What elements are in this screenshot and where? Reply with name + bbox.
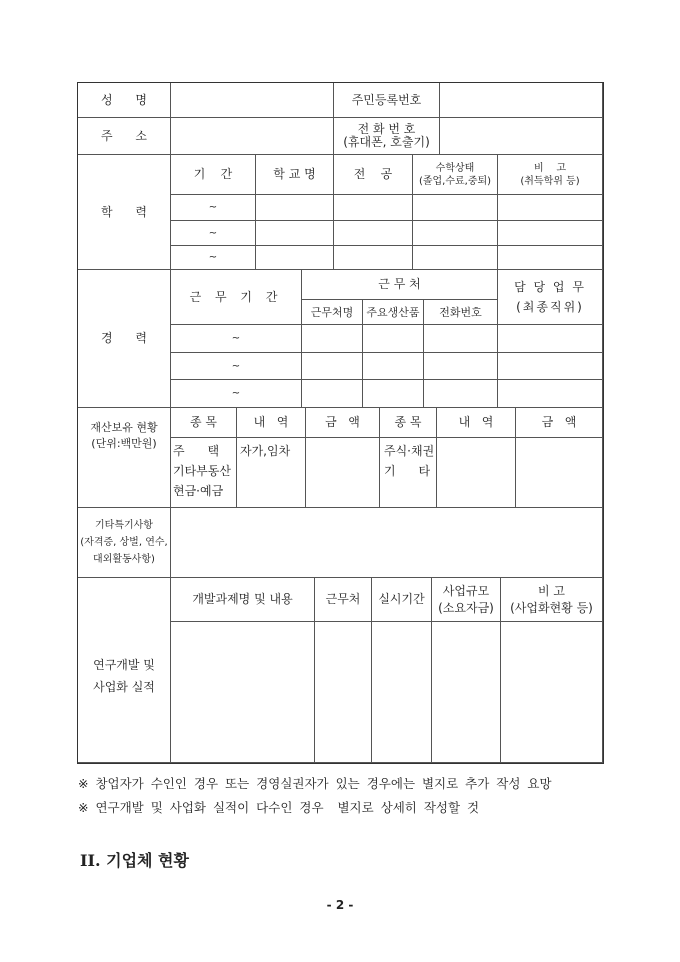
edu-header-school: 학 교 명 bbox=[255, 154, 334, 195]
assets-amount-right[interactable] bbox=[515, 437, 603, 508]
career-cell[interactable] bbox=[497, 379, 603, 408]
rnd-cell[interactable] bbox=[170, 621, 315, 763]
career-cell[interactable] bbox=[362, 352, 424, 380]
rnd-header-scale: 사업규모 (소요자금) bbox=[431, 577, 501, 622]
rrn-field[interactable] bbox=[439, 82, 603, 118]
career-header-duty: 담 당 업 무 (최종직위) bbox=[497, 269, 603, 325]
phone-label: 전 화 번 호 (휴대폰, 호출기) bbox=[333, 117, 440, 155]
edu-cell[interactable] bbox=[333, 220, 413, 246]
edu-cell[interactable] bbox=[333, 194, 413, 221]
career-header-workplace: 근 무 처 bbox=[301, 269, 498, 300]
assets-header-item-right: 종 목 bbox=[379, 407, 437, 438]
edu-header-status: 수학상태 (졸업,수료,중퇴) bbox=[412, 154, 498, 195]
edu-header-period: 기 간 bbox=[170, 154, 256, 195]
edu-cell[interactable] bbox=[255, 245, 334, 270]
assets-header-amount-left: 금 액 bbox=[305, 407, 380, 438]
career-cell[interactable] bbox=[423, 379, 498, 408]
career-cell[interactable] bbox=[301, 324, 363, 353]
rnd-header-remarks: 비 고 (사업화현황 등) bbox=[500, 577, 603, 622]
career-label: 경 력 bbox=[77, 269, 171, 408]
name-label: 성 명 bbox=[77, 82, 171, 118]
edu-cell[interactable] bbox=[255, 194, 334, 221]
section-heading: II. 기업체 현황 bbox=[80, 851, 189, 870]
assets-header-detail-left: 내 역 bbox=[236, 407, 306, 438]
career-cell[interactable] bbox=[362, 379, 424, 408]
edu-cell[interactable] bbox=[412, 220, 498, 246]
edu-header-remarks: 비 고 (취득학위 등) bbox=[497, 154, 603, 195]
career-cell[interactable] bbox=[423, 324, 498, 353]
assets-header-item-left: 종 목 bbox=[170, 407, 237, 438]
assets-items-left: 주 택 기타부동산 현금·예금 bbox=[170, 437, 237, 508]
edu-period-1[interactable]: ~ bbox=[170, 194, 256, 221]
rnd-cell[interactable] bbox=[371, 621, 432, 763]
career-cell[interactable] bbox=[301, 379, 363, 408]
assets-detail-right[interactable] bbox=[436, 437, 516, 508]
assets-detail-left: 자가,임차 bbox=[236, 437, 306, 508]
rnd-header-workplace: 근무처 bbox=[314, 577, 372, 622]
name-field[interactable] bbox=[170, 82, 334, 118]
career-cell[interactable] bbox=[423, 352, 498, 380]
address-field[interactable] bbox=[170, 117, 334, 155]
edu-period-2[interactable]: ~ bbox=[170, 220, 256, 246]
rnd-header-title: 개발과제명 및 내용 bbox=[170, 577, 315, 622]
other-field[interactable] bbox=[170, 507, 603, 578]
edu-cell[interactable] bbox=[333, 245, 413, 270]
edu-header-major: 전 공 bbox=[333, 154, 413, 195]
career-period-1[interactable]: ~ bbox=[170, 324, 302, 353]
rnd-cell[interactable] bbox=[431, 621, 501, 763]
career-header-period: 근 무 기 간 bbox=[170, 269, 302, 325]
rnd-label: 연구개발 및 사업화 실적 bbox=[77, 577, 171, 763]
assets-header-amount-right: 금 액 bbox=[515, 407, 603, 438]
other-label: 기타특기사항 (자격증, 상벌, 연수, 대외활동사항) bbox=[77, 507, 171, 578]
address-label: 주 소 bbox=[77, 117, 171, 155]
rnd-header-period: 실시기간 bbox=[371, 577, 432, 622]
edu-cell[interactable] bbox=[412, 245, 498, 270]
career-period-2[interactable]: ~ bbox=[170, 352, 302, 380]
assets-amount-left[interactable] bbox=[305, 437, 380, 508]
phone-field[interactable] bbox=[439, 117, 603, 155]
education-label: 학 력 bbox=[77, 154, 171, 270]
career-cell[interactable] bbox=[497, 324, 603, 353]
edu-cell[interactable] bbox=[497, 245, 603, 270]
career-period-3[interactable]: ~ bbox=[170, 379, 302, 408]
career-header-products: 주요생산품 bbox=[362, 299, 424, 325]
career-cell[interactable] bbox=[362, 324, 424, 353]
career-header-phone: 전화번호 bbox=[423, 299, 498, 325]
rnd-cell[interactable] bbox=[500, 621, 603, 763]
career-cell[interactable] bbox=[497, 352, 603, 380]
rnd-cell[interactable] bbox=[314, 621, 372, 763]
edu-cell[interactable] bbox=[412, 194, 498, 221]
rrn-label: 주민등록번호 bbox=[333, 82, 440, 118]
page-number: - 2 - bbox=[326, 898, 354, 912]
assets-header-detail-right: 내 역 bbox=[436, 407, 516, 438]
note-1: ※ 창업자가 수인인 경우 또는 경영실권자가 있는 경우에는 별지로 추가 작성 요망 bbox=[78, 776, 552, 791]
career-cell[interactable] bbox=[301, 352, 363, 380]
note-2: ※ 연구개발 및 사업화 실적이 다수인 경우 별지로 상세히 작성할 것 bbox=[78, 800, 480, 815]
edu-cell[interactable] bbox=[497, 194, 603, 221]
edu-cell[interactable] bbox=[255, 220, 334, 246]
assets-items-right: 주식·채권 기 타 bbox=[379, 437, 437, 508]
career-header-company: 근무처명 bbox=[301, 299, 363, 325]
assets-label: 재산보유 현황 (단위:백만원) bbox=[77, 407, 171, 508]
edu-period-3[interactable]: ~ bbox=[170, 245, 256, 270]
edu-cell[interactable] bbox=[497, 220, 603, 246]
